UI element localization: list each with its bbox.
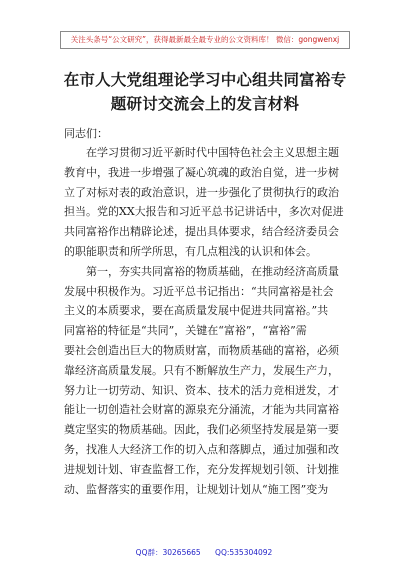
footer-contact [0,546,408,560]
greeting: 同志们： [64,127,108,140]
body-line: 要社会创造出巨大的物质财富，而物质基础的富裕，必须 [64,343,339,357]
title-line-1: 在市人大党组理论学习中心组共同富裕专 [63,70,347,89]
body-text [64,143,350,499]
body-line: 立了对标对表的政治意识，进一步强化了贯彻执行的政治 [64,185,339,199]
body-line: 努力让一切劳动、知识、资本、技术的活力竞相迸发，才 [64,383,339,397]
body-line: 务，找准人大经济工作的切入点和落脚点，通过加强和改 [64,442,339,456]
title-line-2: 题研讨交流会上的发言材料 [110,94,300,113]
body-line: 靠经济高质量发展。只有不断解放生产力，发展生产力， [64,363,339,377]
body-line: 发展中积极作为。习近平总书记指出：“共同富裕是社会 [64,284,334,298]
body-line: 进规划计划、审查监督工作，充分发挥规划引领、计划推 [64,462,339,476]
footer-qq: QQ:535304092 [215,548,273,557]
body-line: 教育中，我进一步增强了凝心筑魂的政治自觉，进一步树 [64,165,339,179]
body-line: 动、监督落实的重要作用，让规划计划从“施工图”变为 [64,482,329,496]
body-line: 在学习贯彻习近平新时代中国特色社会主义思想主题 [86,146,339,159]
footer-qq-group: QQ群：30265665 [135,548,201,557]
body-line: 同富裕的特征是“共同”，关键在“富裕”，“富裕”需 [64,324,307,338]
body-line: 第一，夯实共同富裕的物质基础，在推动经济高质量 [86,264,339,278]
body-line: 奠定坚实的物质基础。因此，我们必须坚持发展是第一要 [64,423,339,437]
body-line: 担当。党的XX大报告和习近平总书记讲话中，多次对促进 [64,205,344,219]
header-banner: 关注头条号“公文研究”，获得最新最全最专业的公文资料库！ 微信：gongwenxj [60,31,350,49]
body-line: 主义的本质要求，要在高质量发展中促进共同富裕。”共 [64,304,329,318]
body-line: 的职能职责和所学所思，有几点粗浅的认识和体会。 [64,244,317,258]
body-line: 共同富裕作出精辟论述，提出具体要求，结合经济委员会 [64,225,339,239]
document-title [40,68,370,116]
body-line: 能让一切创造社会财富的源泉充分涌流，才能为共同富裕 [64,403,339,417]
